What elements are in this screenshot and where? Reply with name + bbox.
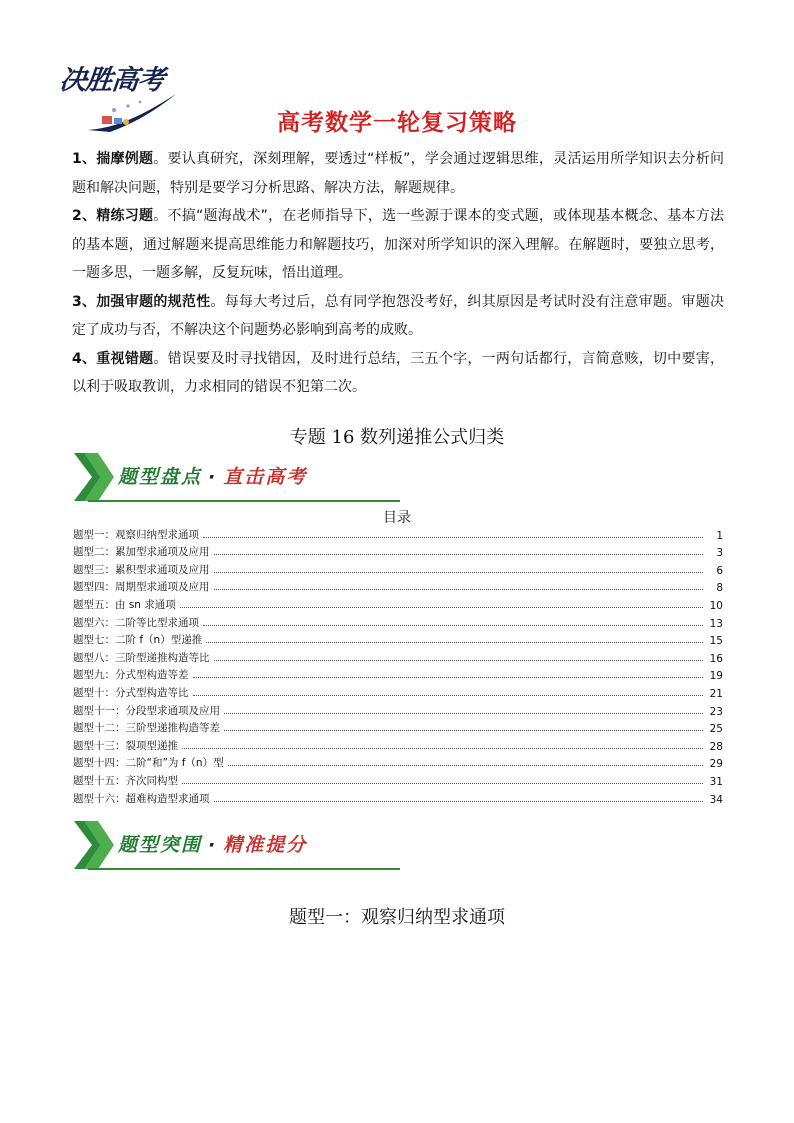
strategy-item-text: 。要认真研究，深刻理解，要透过“样板”，学会通过逻辑思维，灵活运用所学知识去分析问题和解决问题，特别是要学习分析思路、解决方法，解题规律。 <box>72 151 724 196</box>
toc-page: 31 <box>709 775 723 788</box>
toc-leader <box>203 625 703 626</box>
toc-label: 题型二：累加型求通项及应用 <box>73 546 210 559</box>
toc-label: 题型一：观察归纳型求通项 <box>73 528 199 541</box>
toc-row[interactable] <box>73 559 723 577</box>
toc-leader <box>182 783 703 784</box>
toc-page: 23 <box>709 705 723 718</box>
toc-leader <box>193 677 704 678</box>
toc-row[interactable] <box>73 630 723 648</box>
section-heading: 题型一：观察归纳型求通项 <box>289 907 505 928</box>
toc-label: 题型十六：超难构造型求通项 <box>73 792 210 805</box>
toc-label: 题型十五：齐次同构型 <box>73 774 178 787</box>
strategy-item-head: 4、重视错题 <box>72 350 154 367</box>
toc-label: 题型六：二阶等比型求通项 <box>73 616 199 629</box>
toc-row[interactable] <box>73 665 723 683</box>
strategy-item-text: 。错误要及时寻找错因，及时进行总结，三五个字，一两句话都行，言简意赅，切中要害，以利于吸取教训，力求相同的错误不犯第二次。 <box>72 350 724 395</box>
toc-leader <box>224 730 703 731</box>
toc-leader <box>180 607 703 608</box>
toc-leader <box>214 660 704 661</box>
toc-page: 34 <box>709 793 723 806</box>
toc-row[interactable] <box>73 718 723 736</box>
banner-label-part2: 精准提分 <box>223 834 308 856</box>
toc-leader <box>206 642 703 643</box>
toc-page: 16 <box>709 652 723 665</box>
toc-row[interactable] <box>73 770 723 788</box>
toc-label: 题型十二：三阶型递推构造等差 <box>73 722 220 735</box>
toc-page: 29 <box>709 758 723 771</box>
toc-label: 题型八：三阶型递推构造等比 <box>73 651 210 664</box>
toc-page: 10 <box>709 599 723 612</box>
strategy-item-1 <box>72 145 724 202</box>
toc-page: 8 <box>716 582 723 595</box>
toc-label: 题型五：由 sn 求通项 <box>73 598 176 611</box>
strategy-item-text: 。不搞“题海战术”，在老师指导下，选一些源于课本的变式题，或体现基本概念、基本方法的基本题，通过解题来提高思维能力和解题技巧，加深对所学知识的深入理解。在解题时，要独立思考，一题多思，一题多解，反复玩味，悟出道理。 <box>72 208 724 281</box>
toc-page: 28 <box>709 740 723 753</box>
toc-page: 25 <box>709 723 723 736</box>
toc-row[interactable] <box>73 612 723 630</box>
toc-page: 6 <box>716 564 723 577</box>
toc-page: 3 <box>716 547 723 560</box>
toc-leader <box>193 695 704 696</box>
toc-label: 题型十四：二阶“和”为 f（n）型 <box>73 757 224 770</box>
strategy-item-head: 3、加强审题的规范性 <box>72 293 211 310</box>
toc-leader <box>214 572 704 573</box>
strategy-item-3 <box>72 288 724 345</box>
toc-row[interactable] <box>73 577 723 595</box>
banner-label-part1: 题型盘点 <box>118 466 203 488</box>
logo-text: 决胜高考 <box>58 65 166 96</box>
toc-leader <box>214 554 704 555</box>
banner-dot: · <box>208 834 218 856</box>
strategy-item-head: 2、精练习题 <box>72 208 154 224</box>
toc-row[interactable] <box>73 735 723 753</box>
banner-question-types <box>74 451 404 505</box>
toc-row[interactable] <box>73 788 723 806</box>
toc-row[interactable] <box>73 594 723 612</box>
toc-row[interactable] <box>73 647 723 665</box>
toc-label: 题型九：分式型构造等差 <box>73 669 189 682</box>
toc-page: 1 <box>716 529 723 542</box>
main-title: 高考数学一轮复习策略 <box>277 110 517 136</box>
toc-leader <box>228 765 703 766</box>
strategy-section <box>72 145 724 402</box>
toc-page: 19 <box>709 670 723 683</box>
toc-label: 题型十三：裂项型递推 <box>73 739 178 752</box>
toc-page: 13 <box>709 617 723 630</box>
toc-row[interactable] <box>73 542 723 560</box>
toc-leader <box>182 748 703 749</box>
toc-leader <box>214 801 704 802</box>
banner-label-part2: 直击高考 <box>223 466 308 488</box>
toc-label: 题型十一：分段型求通项及应用 <box>73 704 220 717</box>
strategy-item-head: 1、揣摩例题 <box>72 151 154 167</box>
strategy-item-4 <box>72 345 724 402</box>
toc-label: 题型三：累积型求通项及应用 <box>73 563 210 576</box>
toc-leader <box>203 537 703 538</box>
toc-label: 题型四：周期型求通项及应用 <box>73 581 210 594</box>
banner-label <box>118 462 307 489</box>
toc-leader <box>214 589 704 590</box>
toc-page: 21 <box>709 687 723 700</box>
toc-row[interactable] <box>73 753 723 771</box>
toc-label: 题型七：二阶 f（n）型递推 <box>73 634 203 647</box>
banner-dot: · <box>208 466 218 488</box>
toc-title: 目录 <box>383 510 411 526</box>
strategy-item-text: 。每每大考过后，总有同学抱怨没考好，纠其原因是考试时没有注意审题。审题决定了成功与否，不解决这个问题势必影响到高考的成败。 <box>72 293 724 338</box>
toc-row[interactable] <box>73 524 723 542</box>
table-of-contents <box>73 524 723 806</box>
toc-row[interactable] <box>73 682 723 700</box>
toc-page: 15 <box>709 635 723 648</box>
toc-leader <box>224 713 703 714</box>
banner-breakthrough <box>74 819 404 873</box>
banner-label <box>118 830 307 857</box>
banner-label-part1: 题型突围 <box>118 834 203 856</box>
toc-row[interactable] <box>73 700 723 718</box>
topic-title: 专题 16 数列递推公式归类 <box>289 427 505 448</box>
strategy-item-2 <box>72 202 724 288</box>
toc-label: 题型十：分式型构造等比 <box>73 686 189 699</box>
